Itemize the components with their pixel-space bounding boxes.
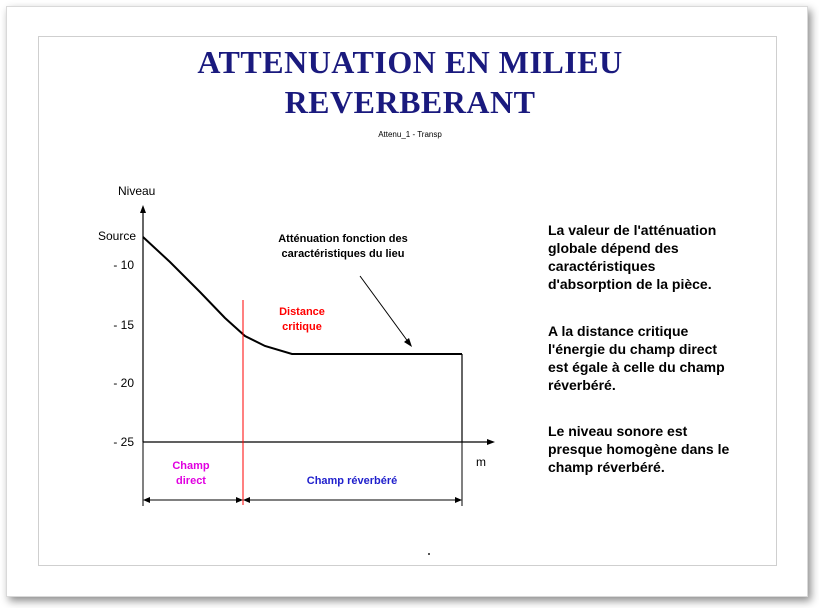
dim-direct-arrow-left (143, 497, 150, 503)
dim-direct-arrow-right (236, 497, 243, 503)
critical-distance-label: Distance critique (279, 306, 325, 333)
dim-rev-arrow-left (243, 497, 250, 503)
x-axis-label: m (476, 455, 486, 469)
reverberant-field-label: Champ réverbéré (306, 475, 398, 487)
decorative-dot (428, 553, 430, 555)
dim-rev-arrow-right (455, 497, 462, 503)
y-tick-label: - 20 (113, 376, 134, 390)
x-axis-arrow (487, 439, 495, 445)
y-tick-label: Source (97, 229, 136, 243)
curve-annotation: Atténuation fonction des caractéristiques du lieu (278, 233, 408, 260)
y-axis-label: Niveau (118, 184, 156, 198)
y-tick-label: - 15 (113, 318, 134, 332)
y-tick-label: - 10 (113, 258, 134, 272)
paragraph-critical-distance: A la distance critique l'énergie du champ direct est égale à celle du champ réverbéré. (548, 323, 725, 393)
title-line-2: REVERBERANT (284, 84, 536, 120)
annotation-arrow-line (360, 276, 409, 343)
direct-field-label: Champ direct (172, 460, 210, 487)
title-line-1: ATTENUATION EN MILIEU (197, 44, 623, 80)
slide-subtitle: Attenu_1 - Transp (378, 130, 442, 139)
annotation-arrowhead (404, 338, 412, 347)
paragraph-attenuation: La valeur de l'atténuation globale dépend des caractéristiques d'absorption de la pièce. (548, 222, 717, 292)
paragraph-sound-level: Le niveau sonore est presque homogène dans le champ réverbéré. (548, 423, 730, 475)
y-axis-arrow (140, 205, 146, 213)
y-tick-label: - 25 (113, 435, 134, 449)
